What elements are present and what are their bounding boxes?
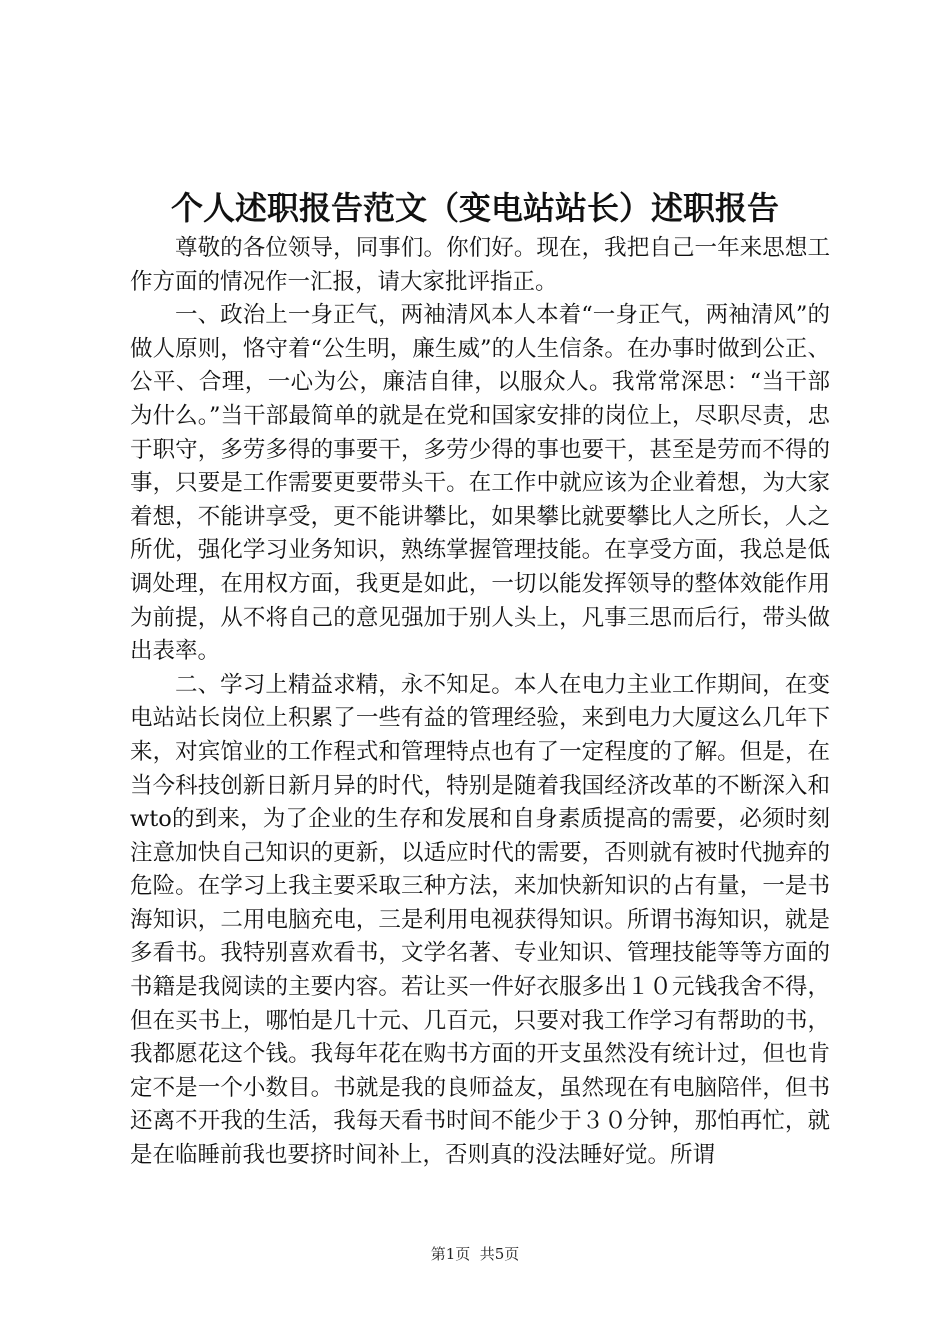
page-number: 第1页 共5页 [430, 1245, 520, 1263]
document-title: 个人述职报告范文（变电站站长）述职报告 [170, 189, 779, 227]
document-body [130, 232, 830, 1173]
paragraph-greeting: 尊敬的各位领导，同事们。你们好。现在，我把自己一年来思想工作方面的情况作一汇报，请大家批评指正。 [130, 235, 830, 295]
paragraph-section-politics: 一、政治上一身正气，两袖清风本人本着“一身正气，两袖清风”的做人原则，恪守着“公生明，廉生威”的人生信条。在办事时做到公正、公平、合理，一心为公，廉洁自律，以服众人。我常常深思：“当干部为什么。”当干部最简单的就是在党和国家安排的岗位上，尽职尽责，忠于职守，多劳多得的事要干，多劳少得的事也要干，甚至是劳而不得的事，只要是工作需要更要带头干。在工作中就应该为企业着想，为大家着想，不能讲享受，更不能讲攀比，如果攀比就要攀比人之所长，人之所优，强化学习业务知识，熟练掌握管理技能。在享受方面，我总是低调处理，在用权方面，我更是如此，一切以能发挥领导的整体效能作用为前提，从不将自己的意见强加于别人头上，凡事三思而后行，带头做出表率。 [130, 302, 830, 665]
paragraph-section-study: 二、学习上精益求精，永不知足。本人在电力主业工作期间，在变电站站长岗位上积累了一些有益的管理经验，来到电力大厦这么几年下来，对宾馆业的工作程式和管理特点也有了一定程度的了解。但是，在当今科技创新日新月异的时代，特别是随着我国经济改革的不断深入和wto的到来，为了企业的生存和发展和自身素质提高的需要，必须时刻注意加快自己知识的更新，以适应时代的需要，否则就有被时代抛弃的危险。在学习上我主要采取三种方法，来加快新知识的占有量，一是书海知识，二用电脑充电，三是利用电视获得知识。所谓书海知识，就是多看书。我特别喜欢看书，文学名著、专业知识、管理技能等等方面的书籍是我阅读的主要内容。若让买一件好衣服多出１０元钱我舍不得，但在买书上，哪怕是几十元、几百元，只要对我工作学习有帮助的书，我都愿花这个钱。我每年花在购书方面的开支虽然没有统计过，但也肯定不是一个小数目。书就是我的良师益友，虽然现在有电脑陪伴，但书还离不开我的生活，我每天看书时间不能少于３０分钟，那怕再忙，就是在临睡前我也要挤时间补上，否则真的没法睡好觉。所谓 [130, 671, 830, 1169]
page-footer [0, 1244, 950, 1264]
